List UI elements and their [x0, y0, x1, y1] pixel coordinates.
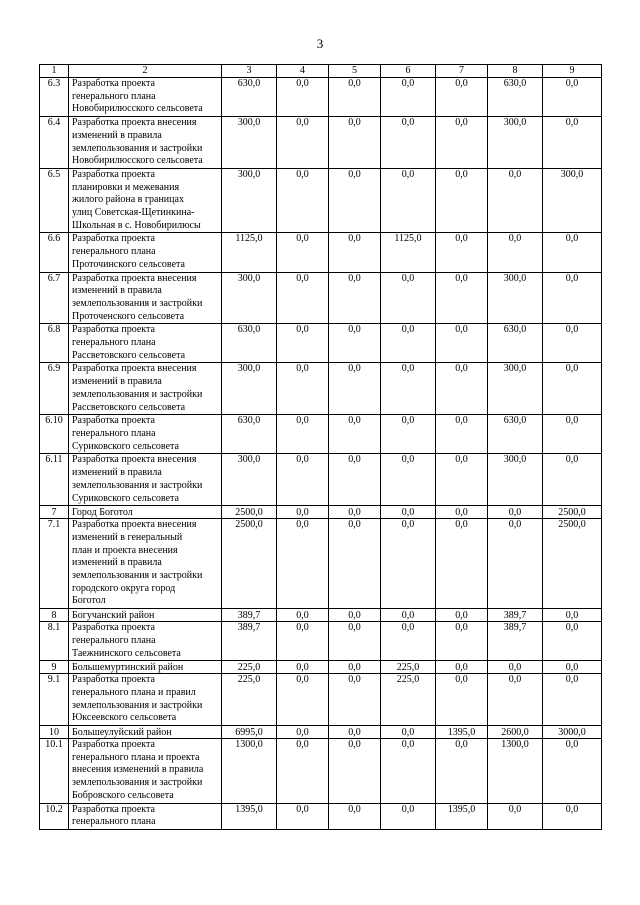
amount-cell: 225,0 [381, 661, 436, 674]
description-line: генерального плана [72, 634, 156, 646]
description-line: генерального плана и правил [72, 686, 196, 698]
description-line: Суриковского сельсовета [72, 492, 179, 504]
amount-cell: 0,0 [436, 519, 488, 609]
amount-cell: 630,0 [488, 415, 543, 454]
description-line: Новобирилюсского сельсовета [72, 155, 203, 167]
amount-cell: 0,0 [277, 324, 329, 363]
description-line: Новобирилюсского сельсовета [72, 103, 203, 115]
row-number: 6.3 [40, 78, 69, 117]
description-line: Большеулуйский район [72, 727, 172, 739]
amount-cell: 300,0 [222, 272, 277, 324]
description-line: генерального плана и проекта [72, 751, 200, 763]
description-line: Рассветовского сельсовета [72, 349, 186, 361]
description-line: городского округа город [72, 582, 176, 594]
amount-cell: 0,0 [329, 233, 381, 272]
amount-cell: 0,0 [277, 674, 329, 726]
amount-cell: 0,0 [329, 324, 381, 363]
description-line: генерального плана [72, 816, 156, 828]
header-cell: 2 [69, 65, 222, 78]
table-row [40, 674, 602, 726]
table-row [40, 661, 602, 674]
row-description [69, 739, 222, 804]
amount-cell: 0,0 [436, 622, 488, 661]
description-line: Проточенского сельсовета [72, 310, 185, 322]
amount-cell: 0,0 [329, 674, 381, 726]
row-number: 7.1 [40, 519, 69, 609]
amount-cell: 300,0 [222, 168, 277, 233]
table-row [40, 324, 602, 363]
amount-cell: 0,0 [277, 739, 329, 804]
amount-cell: 0,0 [436, 454, 488, 506]
amount-cell: 0,0 [543, 739, 602, 804]
description-line: Разработка проекта [72, 739, 155, 751]
header-cell: 4 [277, 65, 329, 78]
description-line: Школьная в с. Новобирилюсы [72, 219, 201, 231]
amount-cell: 0,0 [277, 78, 329, 117]
page-number: 3 [316, 36, 324, 51]
amount-cell: 0,0 [277, 454, 329, 506]
description-line: Разработка проекта [72, 324, 155, 336]
row-description [69, 78, 222, 117]
description-line: Боготол [72, 595, 106, 607]
amount-cell: 0,0 [543, 324, 602, 363]
description-line: Разработка проекта [72, 803, 155, 815]
amount-cell: 0,0 [488, 168, 543, 233]
amount-cell: 0,0 [543, 609, 602, 622]
amount-cell: 0,0 [277, 726, 329, 739]
amount-cell: 0,0 [329, 454, 381, 506]
row-number: 9 [40, 661, 69, 674]
description-line: изменений в генеральный [72, 531, 183, 543]
row-description [69, 415, 222, 454]
amount-cell: 0,0 [381, 519, 436, 609]
amount-cell: 0,0 [381, 117, 436, 169]
row-number: 8 [40, 609, 69, 622]
amount-cell: 1300,0 [222, 739, 277, 804]
amount-cell: 630,0 [222, 78, 277, 117]
description-line: генерального плана [72, 427, 156, 439]
amount-cell: 0,0 [436, 506, 488, 519]
amount-cell: 0,0 [488, 674, 543, 726]
row-number: 10.2 [40, 803, 69, 829]
table-row [40, 272, 602, 324]
row-description [69, 726, 222, 739]
description-line: изменений в правила [72, 557, 162, 569]
amount-cell: 0,0 [329, 78, 381, 117]
description-line: Разработка проекта внесения [72, 363, 197, 375]
amount-cell: 0,0 [543, 78, 602, 117]
table-row [40, 609, 602, 622]
row-description [69, 168, 222, 233]
amount-cell: 0,0 [543, 803, 602, 829]
table-row [40, 233, 602, 272]
amount-cell: 0,0 [277, 519, 329, 609]
row-description [69, 622, 222, 661]
description-line: изменений в правила [72, 285, 162, 297]
amount-cell: 0,0 [381, 272, 436, 324]
table-row [40, 803, 602, 829]
amount-cell: 0,0 [381, 622, 436, 661]
amount-cell: 0,0 [543, 415, 602, 454]
amount-cell: 630,0 [488, 78, 543, 117]
amount-cell: 0,0 [543, 661, 602, 674]
header-cell: 1 [40, 65, 69, 78]
description-line: внесения изменений в правила [72, 764, 204, 776]
description-line: Разработка проекта внесения [72, 519, 197, 531]
amount-cell: 0,0 [277, 117, 329, 169]
amount-cell: 2600,0 [488, 726, 543, 739]
header-cell: 7 [436, 65, 488, 78]
amount-cell: 0,0 [488, 661, 543, 674]
amount-cell: 2500,0 [222, 506, 277, 519]
row-number: 6.6 [40, 233, 69, 272]
amount-cell: 630,0 [222, 324, 277, 363]
amount-cell: 0,0 [381, 415, 436, 454]
table-row [40, 168, 602, 233]
table-row [40, 506, 602, 519]
amount-cell: 1125,0 [222, 233, 277, 272]
amount-cell: 300,0 [222, 454, 277, 506]
amount-cell: 0,0 [277, 168, 329, 233]
row-description [69, 363, 222, 415]
budget-table [39, 64, 602, 830]
row-description [69, 454, 222, 506]
description-line: план и проекта внесения [72, 544, 178, 556]
amount-cell: 0,0 [277, 363, 329, 415]
amount-cell: 0,0 [436, 661, 488, 674]
amount-cell: 0,0 [543, 674, 602, 726]
amount-cell: 3000,0 [543, 726, 602, 739]
description-line: Бобровского сельсовета [72, 789, 174, 801]
amount-cell: 225,0 [222, 661, 277, 674]
table-row [40, 739, 602, 804]
amount-cell: 0,0 [277, 233, 329, 272]
description-line: землепользования и застройки [72, 777, 203, 789]
description-line: землепользования и застройки [72, 570, 203, 582]
amount-cell: 2500,0 [543, 506, 602, 519]
amount-cell: 0,0 [381, 739, 436, 804]
amount-cell: 300,0 [488, 454, 543, 506]
header-row [40, 65, 602, 78]
description-line: землепользования и застройки [72, 479, 203, 491]
amount-cell: 1395,0 [222, 803, 277, 829]
row-description [69, 324, 222, 363]
amount-cell: 0,0 [488, 519, 543, 609]
amount-cell: 0,0 [488, 233, 543, 272]
amount-cell: 0,0 [436, 117, 488, 169]
row-number: 6.7 [40, 272, 69, 324]
row-description [69, 233, 222, 272]
amount-cell: 0,0 [436, 168, 488, 233]
description-line: Разработка проекта [72, 415, 155, 427]
description-line: изменений в правила [72, 129, 162, 141]
amount-cell: 0,0 [543, 117, 602, 169]
row-description [69, 803, 222, 829]
table-row [40, 622, 602, 661]
description-line: жилого района в границах [72, 194, 184, 206]
amount-cell: 0,0 [329, 803, 381, 829]
amount-cell: 0,0 [329, 609, 381, 622]
header-cell: 6 [381, 65, 436, 78]
amount-cell: 1125,0 [381, 233, 436, 272]
row-number: 6.9 [40, 363, 69, 415]
amount-cell: 1395,0 [436, 803, 488, 829]
amount-cell: 0,0 [277, 622, 329, 661]
row-number: 7 [40, 506, 69, 519]
amount-cell: 630,0 [222, 415, 277, 454]
amount-cell: 0,0 [277, 415, 329, 454]
amount-cell: 0,0 [329, 622, 381, 661]
amount-cell: 1395,0 [436, 726, 488, 739]
amount-cell: 0,0 [381, 506, 436, 519]
header-cell: 8 [488, 65, 543, 78]
row-description [69, 674, 222, 726]
description-line: планировки и межевания [72, 181, 180, 193]
description-line: генерального плана [72, 337, 156, 349]
amount-cell: 0,0 [381, 168, 436, 233]
amount-cell: 0,0 [436, 324, 488, 363]
table-row [40, 117, 602, 169]
description-line: Рассветовского сельсовета [72, 401, 186, 413]
amount-cell: 0,0 [277, 506, 329, 519]
description-line: Разработка проекта [72, 78, 155, 89]
amount-cell: 389,7 [488, 609, 543, 622]
description-line: Большемуртинский район [72, 662, 184, 674]
amount-cell: 300,0 [222, 117, 277, 169]
amount-cell: 0,0 [436, 272, 488, 324]
amount-cell: 0,0 [329, 506, 381, 519]
amount-cell: 0,0 [381, 363, 436, 415]
description-line: Разработка проекта внесения [72, 454, 197, 466]
description-line: Разработка проекта [72, 233, 155, 245]
amount-cell: 0,0 [329, 363, 381, 415]
description-line: генерального плана [72, 90, 156, 102]
description-line: Разработка проекта [72, 168, 155, 180]
amount-cell: 0,0 [329, 739, 381, 804]
header-cell: 3 [222, 65, 277, 78]
table-row [40, 78, 602, 117]
amount-cell: 0,0 [543, 272, 602, 324]
amount-cell: 300,0 [543, 168, 602, 233]
amount-cell: 0,0 [543, 233, 602, 272]
amount-cell: 0,0 [543, 622, 602, 661]
amount-cell: 300,0 [488, 272, 543, 324]
description-line: Разработка проекта [72, 622, 155, 634]
description-line: улиц Советская-Щетинкина- [72, 207, 195, 219]
amount-cell: 0,0 [436, 233, 488, 272]
row-description [69, 519, 222, 609]
row-number: 8.1 [40, 622, 69, 661]
amount-cell: 0,0 [488, 803, 543, 829]
amount-cell: 0,0 [329, 415, 381, 454]
description-line: изменений в правила [72, 467, 162, 479]
table-row [40, 415, 602, 454]
description-line: изменений в правила [72, 376, 162, 388]
table-row [40, 363, 602, 415]
amount-cell: 0,0 [277, 272, 329, 324]
table-row [40, 726, 602, 739]
amount-cell: 0,0 [381, 454, 436, 506]
amount-cell: 0,0 [381, 609, 436, 622]
table-row [40, 454, 602, 506]
description-line: Разработка проекта внесения [72, 117, 197, 129]
amount-cell: 0,0 [543, 363, 602, 415]
amount-cell: 0,0 [277, 609, 329, 622]
amount-cell: 0,0 [436, 78, 488, 117]
amount-cell: 300,0 [488, 363, 543, 415]
description-line: Юксеевского сельсовета [72, 712, 177, 724]
description-line: Разработка проекта внесения [72, 272, 197, 284]
amount-cell: 0,0 [543, 454, 602, 506]
description-line: Разработка проекта [72, 674, 155, 686]
amount-cell: 2500,0 [222, 519, 277, 609]
amount-cell: 0,0 [381, 78, 436, 117]
header-cell: 9 [543, 65, 602, 78]
description-line: Суриковского сельсовета [72, 440, 179, 452]
amount-cell: 389,7 [488, 622, 543, 661]
amount-cell: 0,0 [277, 661, 329, 674]
description-line: Город Боготол [72, 507, 133, 519]
row-number: 6.4 [40, 117, 69, 169]
row-description [69, 506, 222, 519]
amount-cell: 0,0 [436, 363, 488, 415]
description-line: Богучанский район [72, 610, 155, 622]
amount-cell: 0,0 [329, 726, 381, 739]
description-line: Проточинского сельсовета [72, 258, 185, 270]
description-line: землепользования и застройки [72, 388, 203, 400]
amount-cell: 2500,0 [543, 519, 602, 609]
amount-cell: 0,0 [329, 117, 381, 169]
amount-cell: 0,0 [329, 661, 381, 674]
amount-cell: 6995,0 [222, 726, 277, 739]
row-number: 6.10 [40, 415, 69, 454]
amount-cell: 0,0 [381, 803, 436, 829]
amount-cell: 0,0 [436, 609, 488, 622]
amount-cell: 389,7 [222, 622, 277, 661]
row-number: 9.1 [40, 674, 69, 726]
description-line: землепользования и застройки [72, 142, 203, 154]
description-line: генерального плана [72, 246, 156, 258]
amount-cell: 225,0 [381, 674, 436, 726]
row-number: 6.8 [40, 324, 69, 363]
description-line: Таежнинского сельсовета [72, 647, 181, 659]
amount-cell: 0,0 [436, 415, 488, 454]
amount-cell: 225,0 [222, 674, 277, 726]
amount-cell: 1300,0 [488, 739, 543, 804]
amount-cell: 0,0 [436, 674, 488, 726]
amount-cell: 0,0 [381, 726, 436, 739]
row-number: 10.1 [40, 739, 69, 804]
row-number: 6.11 [40, 454, 69, 506]
row-description [69, 117, 222, 169]
amount-cell: 0,0 [436, 739, 488, 804]
amount-cell: 0,0 [277, 803, 329, 829]
amount-cell: 0,0 [329, 519, 381, 609]
amount-cell: 300,0 [222, 363, 277, 415]
row-description [69, 609, 222, 622]
row-description [69, 272, 222, 324]
amount-cell: 0,0 [381, 324, 436, 363]
description-line: землепользования и застройки [72, 297, 203, 309]
amount-cell: 0,0 [329, 168, 381, 233]
row-number: 10 [40, 726, 69, 739]
description-line: землепользования и застройки [72, 699, 203, 711]
amount-cell: 300,0 [488, 117, 543, 169]
amount-cell: 630,0 [488, 324, 543, 363]
amount-cell: 0,0 [329, 272, 381, 324]
amount-cell: 389,7 [222, 609, 277, 622]
header-cell: 5 [329, 65, 381, 78]
amount-cell: 0,0 [488, 506, 543, 519]
table-row [40, 519, 602, 609]
row-description [69, 661, 222, 674]
row-number: 6.5 [40, 168, 69, 233]
